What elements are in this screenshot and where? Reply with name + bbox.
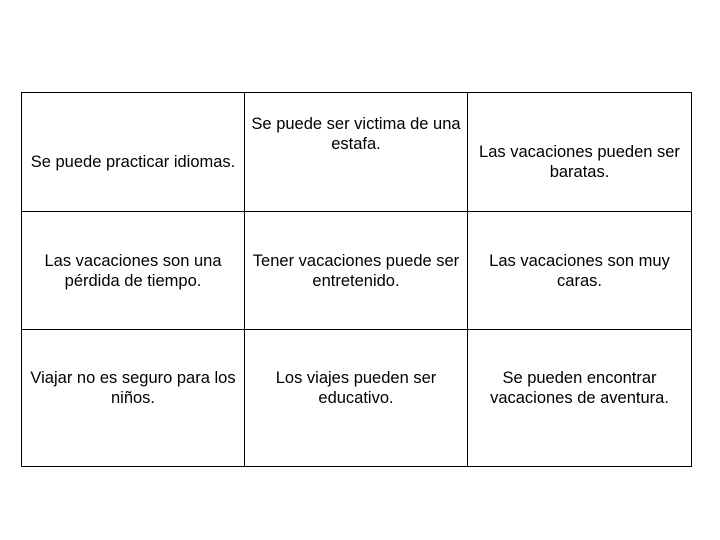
card-cell	[245, 212, 468, 330]
card-text: Viajar no es seguro para los niños.	[30, 369, 236, 407]
card-text: Las vacaciones son una pérdida de tiempo.	[44, 251, 222, 290]
card-cell	[245, 330, 468, 467]
cards-row-3	[22, 330, 692, 467]
card-cell	[22, 93, 245, 212]
card-cell	[468, 93, 692, 212]
cards-row-1	[22, 93, 692, 212]
card-cell	[468, 330, 692, 467]
card-text: Se pueden encontrar vacaciones de aventura.	[490, 369, 669, 407]
card-text: Se puede practicar idiomas.	[30, 153, 236, 171]
cards-row-2	[22, 212, 692, 330]
card-text: Se puede ser victima de una estafa.	[251, 115, 461, 153]
card-cell	[245, 93, 468, 212]
card-cell	[22, 212, 245, 330]
card-text: Los viajes pueden ser educativo.	[275, 369, 437, 407]
card-text: Las vacaciones son muy caras.	[489, 251, 670, 290]
card-text: Tener vacaciones puede ser entretenido.	[252, 251, 460, 290]
card-cell	[22, 330, 245, 467]
card-cell	[468, 212, 692, 330]
statement-cards-grid	[21, 92, 692, 467]
card-text: Las vacaciones pueden ser baratas.	[479, 143, 680, 181]
